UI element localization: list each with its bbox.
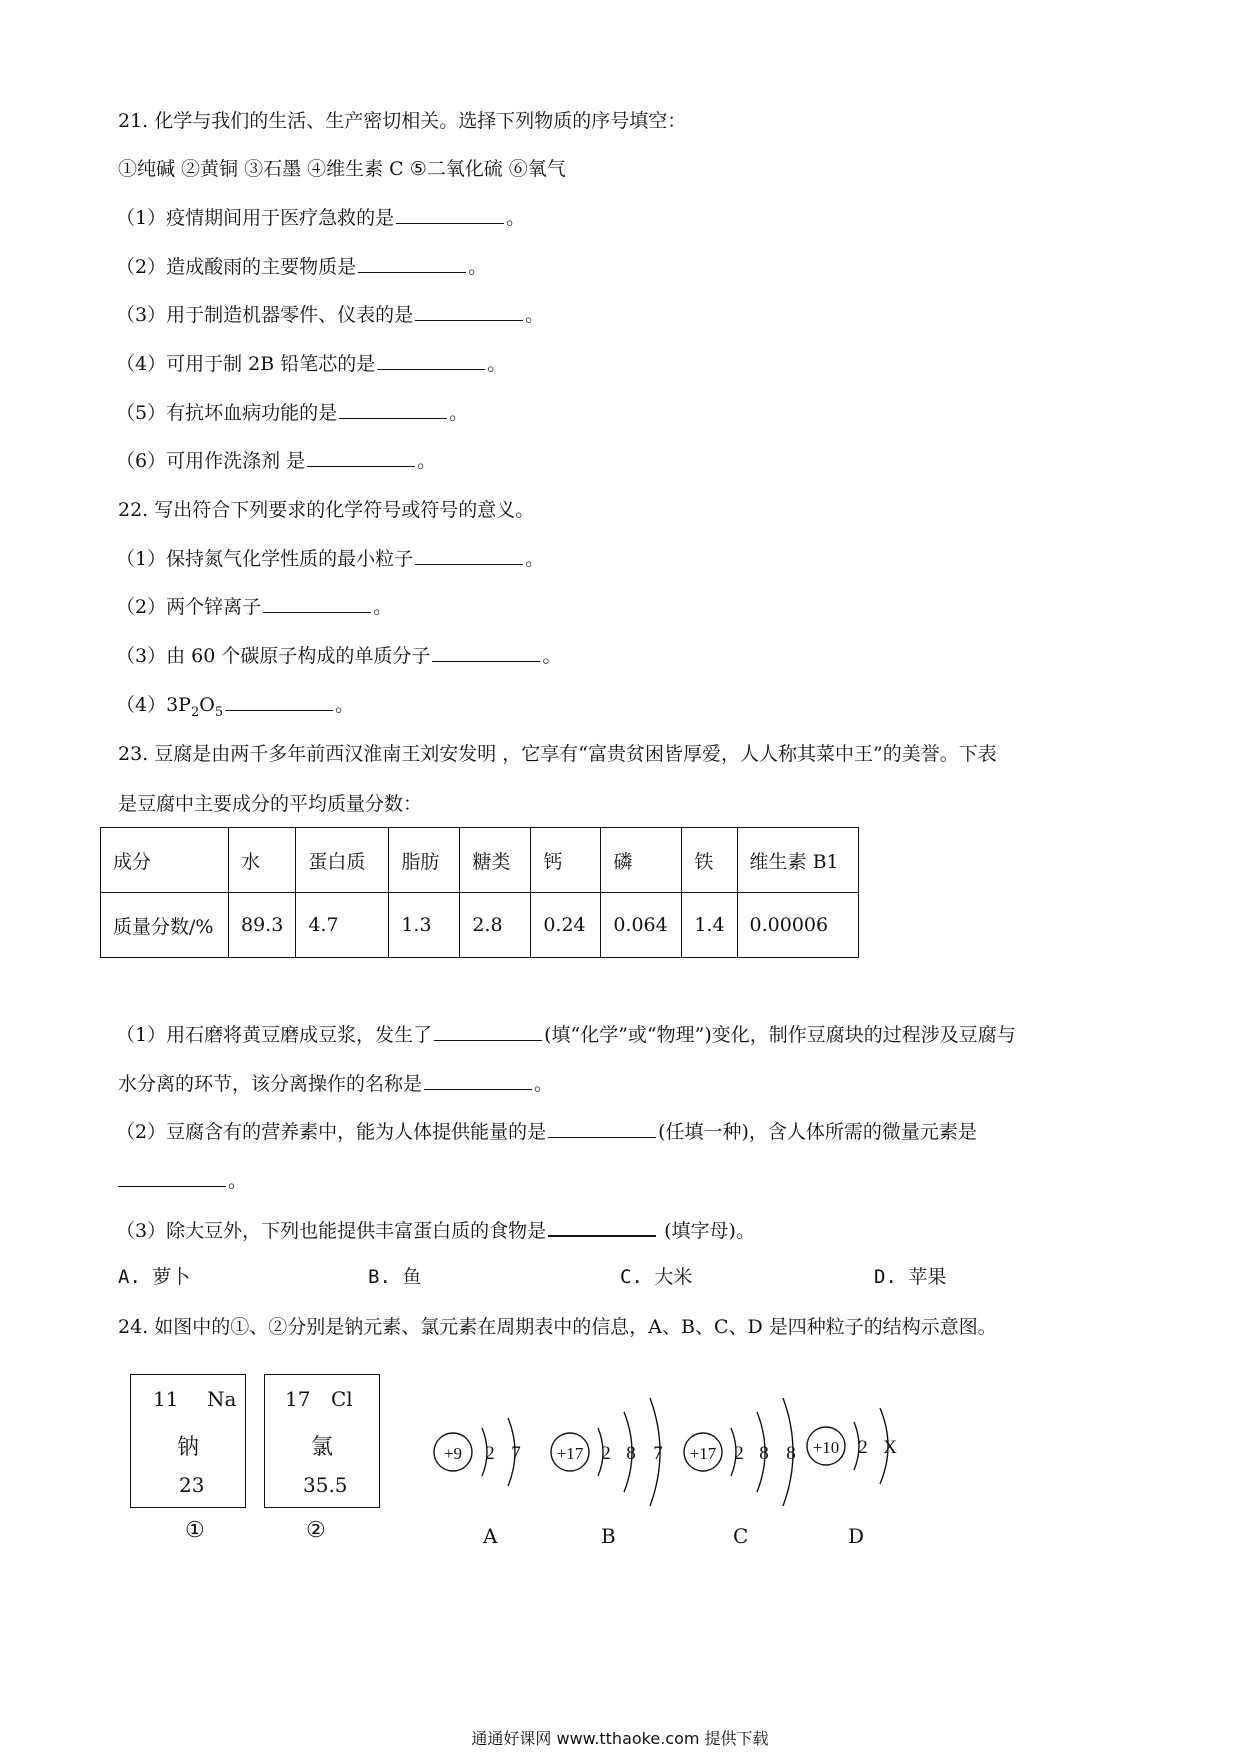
electron-count: 2	[734, 1443, 744, 1464]
q21-stem: 21. 化学与我们的生活、生产密切相关。选择下列物质的序号填空：	[118, 110, 687, 132]
table-cell: 1.4	[682, 893, 737, 958]
electron-count: 2	[485, 1443, 495, 1464]
answer-blank[interactable]	[424, 1071, 532, 1090]
q21-part-4: （4）可用于制 2B 铅笔芯的是 。	[116, 353, 507, 375]
q21-options: ①纯碱 ②黄铜 ③石墨 ④维生素 C ⑤二氧化硫 ⑥氧气	[118, 158, 566, 180]
table-cell: 钙	[531, 828, 601, 893]
composition-table	[100, 827, 859, 958]
q23-stem-line2: 是豆腐中主要成分的平均质量分数：	[118, 793, 423, 815]
answer-blank[interactable]	[225, 692, 333, 711]
q21-part-2: （2）造成酸雨的主要物质是 。	[116, 256, 488, 278]
table-cell: 4.7	[296, 893, 389, 958]
label-circled-1: ①	[185, 1518, 205, 1543]
label-circled-2: ②	[306, 1518, 326, 1543]
q22-part-1: （1）保持氮气化学性质的最小粒子 。	[116, 548, 545, 570]
atomic-mass: 23	[179, 1473, 205, 1497]
particle-label-b: B	[601, 1524, 616, 1548]
q23-part-2-line1: （2）豆腐含有的营养素中，能为人体提供能量的是 (任填一种)，含人体所需的微量元素是	[116, 1121, 977, 1143]
table-cell: 0.24	[531, 893, 601, 958]
particle-label-a: A	[483, 1524, 498, 1548]
q23-stem-line1: 23. 豆腐是由两千多年前西汉淮南王刘安发明 ，它享有“富贵贫困皆厚爱，人人称其菜中王”的美誉。下表	[118, 743, 997, 765]
choice-a: A. 萝卜	[118, 1266, 191, 1288]
element-card-chlorine	[264, 1374, 380, 1508]
answer-blank[interactable]	[377, 351, 485, 370]
answer-blank[interactable]	[434, 1022, 542, 1041]
answer-blank[interactable]	[307, 448, 415, 467]
particle-label-c: C	[733, 1524, 749, 1548]
choice-b: B. 鱼	[368, 1266, 422, 1288]
answer-blank[interactable]	[548, 1119, 656, 1138]
q22-part-2: （2）两个锌离子 。	[116, 596, 393, 618]
table-cell: 1.3	[389, 893, 460, 958]
nucleus-charge-a: +9	[443, 1444, 463, 1463]
particle-label-d: D	[848, 1524, 865, 1548]
table-cell: 水	[229, 828, 296, 893]
answer-blank[interactable]	[432, 643, 540, 662]
table-row	[101, 893, 859, 958]
q22-part-4: $(4)3P_2O_5$ 。	[116, 694, 355, 720]
choice-d: D. 苹果	[874, 1266, 947, 1288]
electron-count: 2	[601, 1443, 611, 1464]
nucleus-charge-d: +10	[812, 1438, 840, 1457]
answer-blank[interactable]	[358, 254, 466, 273]
table-cell: 89.3	[229, 893, 296, 958]
table-cell: 蛋白质	[296, 828, 389, 893]
electron-count: 7	[511, 1443, 521, 1464]
answer-blank[interactable]	[339, 400, 447, 419]
q23-part-1-line1: （1）用石磨将黄豆磨成豆浆，发生了 (填“化学”或“物理”)变化，制作豆腐块的过程涉及豆腐与	[116, 1024, 1016, 1046]
atomic-number: 17	[285, 1387, 311, 1411]
table-cell: 2.8	[460, 893, 531, 958]
page-footer: 通通好课网 www.tthaoke.com 提供下载	[471, 1729, 769, 1748]
table-cell: 铁	[682, 828, 737, 893]
answer-blank[interactable]	[118, 1168, 226, 1187]
table-cell: 维生素 B1	[737, 828, 858, 893]
electron-count: 7	[653, 1443, 663, 1464]
table-cell: 质量分数/%	[101, 893, 229, 958]
q21-part-6: （6）可用作洗涤剂 是 。	[116, 450, 437, 472]
electron-count: 2	[858, 1437, 868, 1458]
q23-part-1-line2: 水分离的环节，该分离操作的名称是 。	[118, 1073, 554, 1095]
table-cell: 脂肪	[389, 828, 460, 893]
answer-blank[interactable]	[548, 1217, 656, 1237]
table-cell: 0.064	[601, 893, 682, 958]
element-name: 钠	[177, 1435, 200, 1460]
table-header-row	[101, 828, 859, 893]
q23-part-2-line2: 。	[118, 1168, 247, 1194]
element-symbol: Cl	[331, 1387, 353, 1411]
answer-blank[interactable]	[415, 546, 523, 565]
answer-blank[interactable]	[396, 205, 504, 224]
q22-part-3: （3）由 60 个碳原子构成的单质分子 。	[116, 645, 562, 667]
answer-blank[interactable]	[263, 594, 371, 613]
electron-count: 8	[626, 1443, 636, 1464]
nucleus-charge-c: +17	[689, 1444, 717, 1463]
electron-count: 8	[759, 1443, 769, 1464]
table-cell: 磷	[601, 828, 682, 893]
answer-blank[interactable]	[415, 302, 523, 321]
electron-count: X	[883, 1437, 897, 1458]
q22-stem: 22. 写出符合下列要求的化学符号或符号的意义。	[118, 499, 535, 521]
atomic-number: 11	[153, 1387, 179, 1411]
choice-c: C. 大米	[620, 1266, 693, 1288]
element-symbol: Na	[207, 1387, 237, 1411]
table-cell: 糖类	[460, 828, 531, 893]
atomic-mass: 35.5	[303, 1473, 348, 1497]
q21-part-3: （3）用于制造机器零件、仪表的是 。	[116, 304, 545, 326]
particle-structure-diagrams	[420, 1370, 940, 1520]
q21-part-1: （1）疫情期间用于医疗急救的是 。	[116, 207, 526, 229]
electron-count: 8	[786, 1443, 796, 1464]
table-cell: 成分	[101, 828, 229, 893]
nucleus-charge-b: +17	[556, 1444, 584, 1463]
q24-stem: 24. 如图中的①、②分别是钠元素、氯元素在周期表中的信息，A、B、C、D 是四种粒子的结构示意图。	[118, 1316, 997, 1338]
element-name: 氯	[311, 1435, 334, 1460]
element-card-sodium	[130, 1374, 246, 1508]
q21-part-5: （5）有抗坏血病功能的是 。	[116, 402, 469, 424]
q23-part-3: （3）除大豆外，下列也能提供丰富蛋白质的食物是 (填字母)。	[116, 1217, 755, 1244]
table-cell: 0.00006	[737, 893, 858, 958]
